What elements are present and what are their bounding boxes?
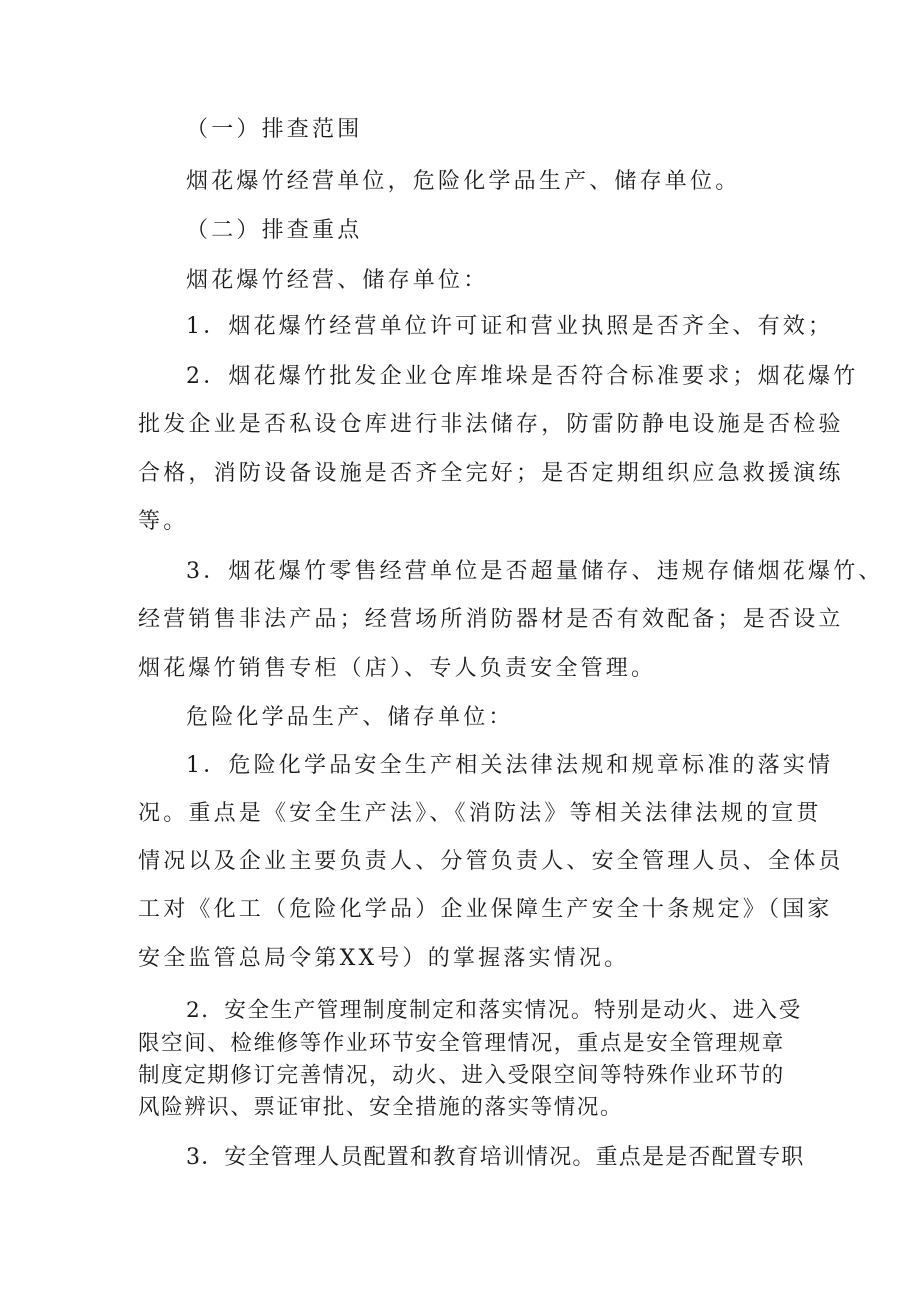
paragraph-line: 况。重点是《安全生产法》、《消防法》等相关法律法规的宣贯 [138, 801, 822, 826]
paragraph-line: 烟花爆竹经营单位，危险化学品生产、储存单位。 [186, 169, 741, 194]
subheading-fireworks: 烟花爆竹经营、储存单位： [186, 268, 489, 293]
paragraph-line: 烟花爆竹销售专柜（店）、专人负责安全管理。 [138, 656, 657, 681]
paragraph-line: 情况以及企业主要负责人、分管负责人、安全管理人员、全体员 [138, 849, 844, 874]
list-item-line: 2．烟花爆竹批发企业仓库堆垛是否符合标准要求；烟花爆竹 [186, 364, 859, 389]
paragraph-line: 经营销售非法产品；经营场所消防器材是否有效配备；是否设立 [138, 607, 844, 632]
paragraph-line: 风险辨识、票证审批、安全措施的落实等情况。 [138, 1095, 624, 1120]
paragraph-line: 合格，消防设备设施是否齐全完好；是否定期组织应急救援演练 [138, 461, 844, 486]
paragraph-line: 限空间、检维修等作业环节安全管理情况，重点是安全管理规章 [138, 1031, 785, 1056]
paragraph-line: 制度定期修订完善情况，动火、进入受限空间等特殊作业环节的 [138, 1063, 785, 1088]
paragraph-line: 等。 [138, 509, 189, 534]
list-item-line: 2．安全生产管理制度制定和落实情况。特别是动火、进入受 [186, 998, 802, 1023]
list-item-line: 3．安全管理人员配置和教育培训情况。重点是是否配置专职 [186, 1145, 805, 1170]
paragraph-line: 批发企业是否私设仓库进行非法储存，防雷防静电设施是否检验 [138, 412, 844, 437]
list-item-line: 1．危险化学品安全生产相关法律法规和规章标准的落实情 [186, 753, 834, 778]
list-item-line: 1．烟花爆竹经营单位许可证和营业执照是否齐全、有效； [186, 314, 834, 339]
list-item-line: 3．烟花爆竹零售经营单位是否超量储存、违规存储烟花爆竹、 [186, 559, 884, 584]
paragraph-line: 安全监管总局令第XX号）的掌握落实情况。 [138, 946, 630, 971]
section-heading-focus: （二）排查重点 [186, 218, 363, 243]
section-heading-scope: （一）排查范围 [186, 117, 363, 142]
subheading-chemicals: 危险化学品生产、储存单位： [186, 705, 514, 730]
paragraph-line: 工对《化工（危险化学品）企业保障生产安全十条规定》（国家 [138, 897, 833, 922]
